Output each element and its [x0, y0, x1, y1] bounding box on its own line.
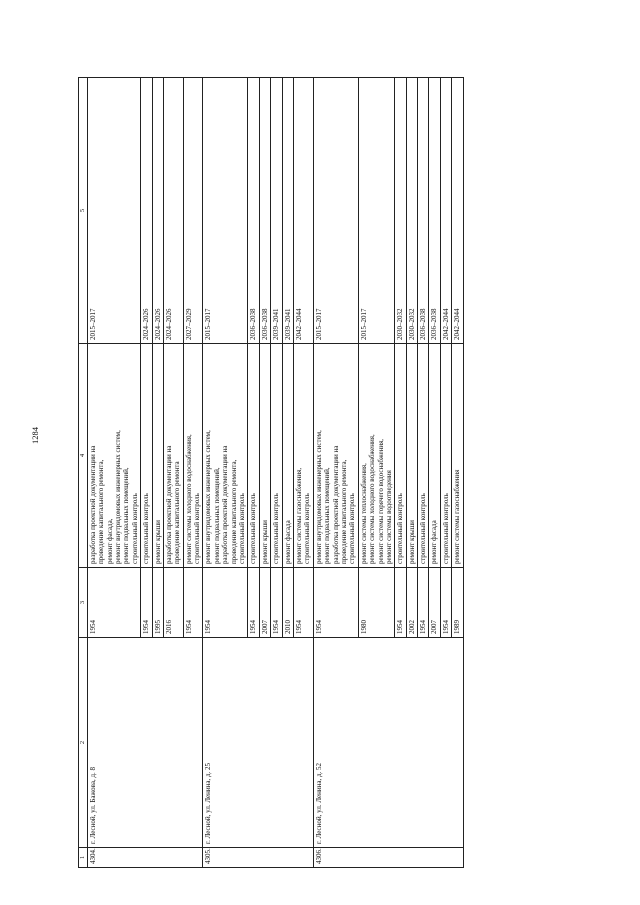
works-cell — [440, 344, 451, 568]
works-cell — [418, 344, 429, 568]
period-cell: 2015–2017 — [203, 78, 248, 344]
works-cell — [282, 344, 293, 568]
table-row — [313, 78, 358, 868]
period-cell: 2036–2038 — [248, 78, 259, 344]
row-number: 4306. — [313, 848, 463, 868]
work-item: ремонт системы горячего водоснабжения, — [376, 438, 385, 564]
period-cell: 2036–2038 — [418, 78, 429, 344]
work-item: разработка проектной документации на — [88, 445, 97, 564]
repair-schedule-table — [78, 77, 464, 868]
works-cell — [406, 344, 417, 568]
year-cell: 1954 — [271, 568, 282, 638]
work-item: ремонт подвальных помещений, — [323, 467, 332, 564]
work-item: строительный контроль — [238, 493, 247, 564]
works-cell — [429, 344, 440, 568]
work-item: разработка проектной документации на — [221, 445, 230, 564]
year-cell: 1954 — [248, 568, 259, 638]
work-item: проведение капитального ремонта, — [339, 459, 348, 564]
period-cell: 2015–2017 — [313, 78, 358, 344]
page-number: 1284 — [30, 427, 40, 444]
work-item: строительный контроль — [193, 493, 202, 564]
period-cell: 2042–2044 — [294, 78, 314, 344]
row-number: 4304. — [87, 848, 203, 868]
period-cell: 2039–2041 — [282, 78, 293, 344]
work-item: строительный контроль — [130, 493, 139, 564]
year-cell: 1954 — [183, 568, 203, 638]
period-cell: 2030–2032 — [406, 78, 417, 344]
works-cell — [395, 344, 406, 568]
year-cell: 1954 — [203, 568, 248, 638]
year-cell: 1954 — [313, 568, 358, 638]
work-item: ремонт фасада — [430, 520, 439, 564]
column-number: 1 — [79, 848, 88, 868]
work-item: строительный контроль — [272, 493, 281, 564]
table-row — [87, 78, 140, 868]
year-cell: 1980 — [358, 568, 395, 638]
works-cell — [271, 344, 282, 568]
period-cell: 2039–2041 — [271, 78, 282, 344]
year-cell: 2007 — [429, 568, 440, 638]
row-number: 4305. — [203, 848, 313, 868]
year-cell: 2016 — [163, 568, 183, 638]
period-cell: 2015–2017 — [358, 78, 395, 344]
work-item: ремонт фасада, — [105, 518, 114, 564]
work-item: ремонт системы теплоснабжения, — [359, 463, 368, 564]
work-item: строительный контроль — [303, 493, 312, 564]
work-item: ремонт крыши — [407, 520, 416, 564]
rotated-table-wrapper — [78, 78, 566, 868]
period-cell: 2024–2026 — [152, 78, 163, 344]
building-address: г. Лесной, ул. Бажова, д. 8 — [87, 638, 203, 848]
building-address: г. Лесной, ул. Ленина, д. 52 — [313, 638, 463, 848]
year-cell: 1954 — [87, 568, 140, 638]
period-cell: 2024–2026 — [163, 78, 183, 344]
work-item: строительный контроль — [396, 493, 405, 564]
column-number: 3 — [79, 568, 88, 638]
year-cell: 1954 — [294, 568, 314, 638]
period-cell: 2027–2029 — [183, 78, 203, 344]
works-cell — [152, 344, 163, 568]
period-cell: 2015–2017 — [87, 78, 140, 344]
work-item: ремонт подвальных помещений, — [122, 467, 131, 564]
work-item: ремонт крыши — [260, 520, 269, 564]
work-item: ремонт внутридомовых инженерных систем, — [314, 430, 323, 564]
work-item: строительный контроль — [348, 493, 357, 564]
period-cell: 2042–2044 — [452, 78, 463, 344]
period-cell: 2042–2044 — [440, 78, 451, 344]
work-item: ремонт крыши — [153, 520, 162, 564]
work-item: ремонт подвальных помещений, — [212, 467, 221, 564]
works-cell — [294, 344, 314, 568]
works-cell — [248, 344, 259, 568]
year-cell: 1954 — [440, 568, 451, 638]
year-cell: 2002 — [406, 568, 417, 638]
work-item: ремонт фасада — [283, 520, 292, 564]
work-item: разработка проектной документации на — [331, 445, 340, 564]
works-cell — [163, 344, 183, 568]
column-number: 2 — [79, 638, 88, 848]
works-cell — [452, 344, 463, 568]
work-item: строительный контроль — [249, 493, 258, 564]
work-item: ремонт внутридомовых инженерных систем, — [204, 430, 213, 564]
period-cell: 2030–2032 — [395, 78, 406, 344]
column-number: 4 — [79, 344, 88, 568]
works-cell — [203, 344, 248, 568]
works-cell — [141, 344, 152, 568]
work-item: строительный контроль — [142, 493, 151, 564]
work-item: проведение капитального ремонта — [173, 461, 182, 564]
year-cell: 2007 — [259, 568, 270, 638]
year-cell: 1989 — [452, 568, 463, 638]
work-item: проведение капитального ремонта, — [229, 459, 238, 564]
works-cell — [313, 344, 358, 568]
year-cell: 1954 — [418, 568, 429, 638]
table-row — [203, 78, 248, 868]
year-cell: 1954 — [395, 568, 406, 638]
year-cell: 1954 — [141, 568, 152, 638]
work-item: строительный контроль — [419, 493, 428, 564]
column-number: 5 — [79, 78, 88, 344]
works-cell — [183, 344, 203, 568]
work-item: ремонт внутридомовых инженерных систем, — [113, 430, 122, 564]
column-number-row — [79, 78, 88, 868]
work-item: ремонт системы газоснабжения — [453, 469, 462, 564]
work-item: строительный контроль — [441, 493, 450, 564]
works-cell — [87, 344, 140, 568]
work-item: ремонт системы холодного водоснабжения, — [184, 434, 193, 564]
work-item: ремонт системы холодного водоснабжения, — [368, 434, 377, 564]
work-item: ремонт системы газоснабжения, — [295, 467, 303, 564]
work-item: разработка проектной документации на — [164, 445, 173, 564]
period-cell: 2036–2038 — [259, 78, 270, 344]
period-cell: 2024–2026 — [141, 78, 152, 344]
works-cell — [259, 344, 270, 568]
building-address: г. Лесной, ул. Ленина, д. 25 — [203, 638, 313, 848]
period-cell: 2036–2038 — [429, 78, 440, 344]
works-cell — [358, 344, 395, 568]
work-item: ремонт системы водоотведения — [384, 470, 393, 564]
year-cell: 1995 — [152, 568, 163, 638]
year-cell: 2010 — [282, 568, 293, 638]
work-item: проведение капитального ремонта, — [97, 459, 106, 564]
